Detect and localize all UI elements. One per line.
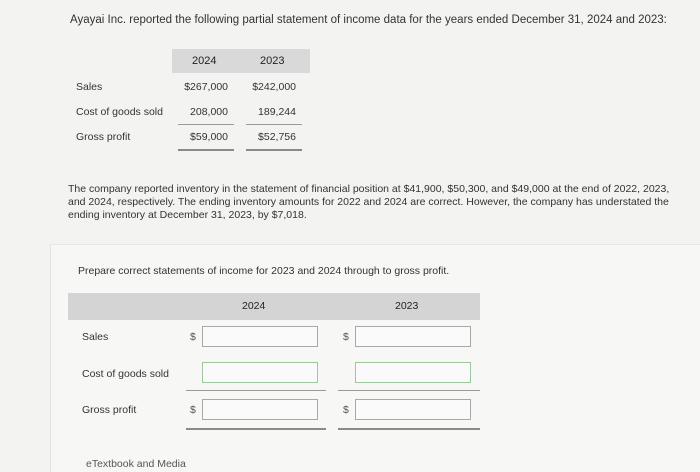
sales-2024-input[interactable] xyxy=(202,326,318,347)
table2-gross-profit-currency-2023: $ xyxy=(343,404,349,416)
table1-underline-2024 xyxy=(178,124,234,125)
table1-sales-2024: $267,000 xyxy=(184,81,228,93)
table2-header-2024: 2024 xyxy=(242,300,266,312)
table2-cogs-label: Cost of goods sold xyxy=(82,368,169,380)
table1-sales-2023: $242,000 xyxy=(252,81,296,93)
table1-gross-profit-2023: $52,756 xyxy=(258,131,296,143)
table2-header xyxy=(68,293,480,320)
table2-double-underline-2023 xyxy=(338,428,480,430)
table1-double-underline-2024 xyxy=(178,149,234,151)
table2-underline-2023 xyxy=(338,390,480,391)
table1-cogs-2023: 189,244 xyxy=(258,106,296,118)
table1-cogs-label: Cost of goods sold xyxy=(76,106,163,118)
table1-double-underline-2023 xyxy=(246,149,302,151)
sales-2023-input[interactable] xyxy=(355,326,471,347)
answer-panel xyxy=(50,244,700,472)
table1-underline-2023 xyxy=(246,124,302,125)
etextbook-link[interactable]: eTextbook and Media xyxy=(86,458,186,470)
table2-sales-currency-2023: $ xyxy=(343,331,349,343)
table1-sales-label: Sales xyxy=(76,81,103,93)
table2-gross-profit-currency-2024: $ xyxy=(190,404,196,416)
instruction-text: Prepare correct statements of income for 2023 and 2024 through to gross profit. xyxy=(78,265,450,277)
table1-gross-profit-2024: $59,000 xyxy=(190,131,228,143)
table1-header-2023: 2023 xyxy=(260,55,285,67)
table2-underline-2024 xyxy=(186,390,326,391)
table1-cogs-2024: 208,000 xyxy=(190,106,228,118)
table1-header xyxy=(172,49,310,73)
inventory-paragraph: The company reported inventory in the statement of financial position at $41,900, $50,300, and $49,000 at the end of 2022, 2023, and 2024, respectively. The ending inventory amounts for 2022 and 2024 are correct. However, the company has understated the ending inventory at December 31, 2023, by $7,018. xyxy=(68,183,670,221)
table2-double-underline-2024 xyxy=(186,428,326,430)
gross-profit-2024-input[interactable] xyxy=(202,399,318,420)
table1-header-2024: 2024 xyxy=(192,55,217,67)
gross-profit-2023-input[interactable] xyxy=(355,399,471,420)
intro-text: Ayayai Inc. reported the following partial statement of income data for the years ended December 31, 2024 and 2023: xyxy=(70,14,667,26)
table2-header-2023: 2023 xyxy=(395,300,419,312)
table2-sales-label: Sales xyxy=(82,331,109,343)
cogs-2023-input[interactable] xyxy=(355,362,471,383)
cogs-2024-input[interactable] xyxy=(202,362,318,383)
table1-gross-profit-label: Gross profit xyxy=(76,131,131,143)
table2-gross-profit-label: Gross profit xyxy=(82,404,137,416)
table2-sales-currency-2024: $ xyxy=(190,331,196,343)
